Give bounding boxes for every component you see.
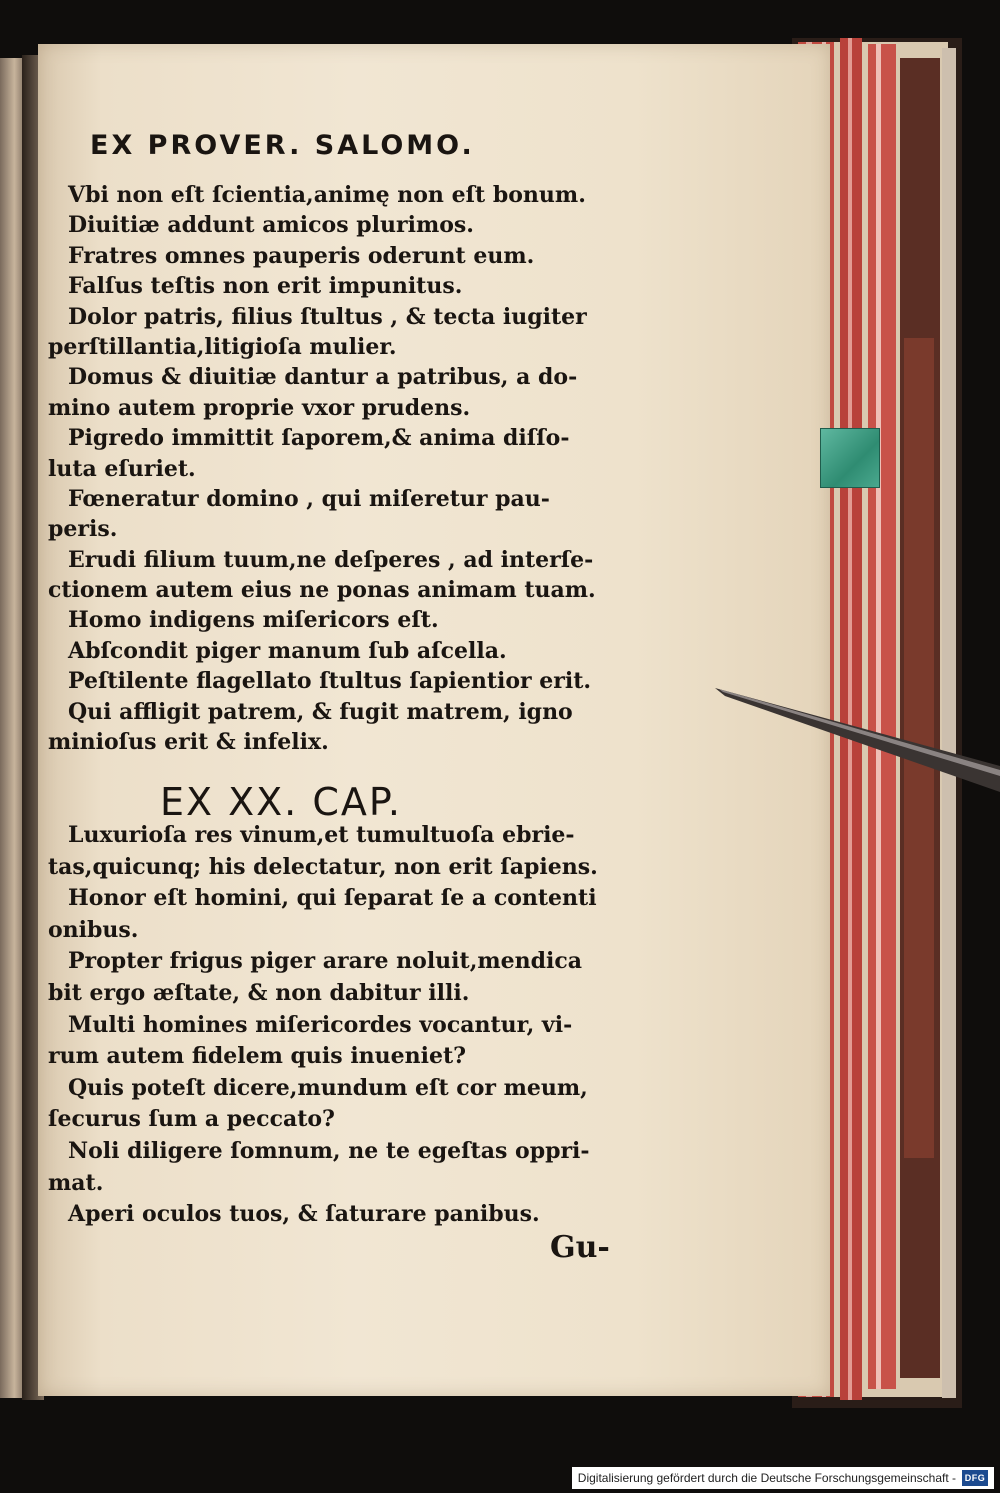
- bookmark-tab: [820, 428, 880, 488]
- text-line: minioſus erit & infelix.: [48, 729, 329, 756]
- digitization-credit: [572, 1467, 994, 1489]
- text-line: Peſtilente flagellato ſtultus ſapientior erit.: [68, 668, 592, 695]
- text-line: ſecurus ſum a peccato?: [48, 1106, 335, 1133]
- text-line: Propter frigus piger arare noluit,mendica: [68, 948, 583, 975]
- text-line: Fœneratur domino , qui miſeretur pau-: [68, 485, 550, 512]
- pointer-stick: [715, 680, 1000, 800]
- text-line: Vbi non eſt ſcientia,animę non eſt bonum.: [68, 182, 586, 208]
- text-line: onibus.: [48, 916, 139, 943]
- text-line: mat.: [48, 1169, 104, 1196]
- text-line: Dolor patris, filius ſtultus , & tecta iugiter: [68, 303, 587, 330]
- text-line: tas,quicunq; his delectatur, non erit ſapiens.: [48, 853, 598, 880]
- chapter-heading: EX XX. CAP.: [160, 780, 402, 824]
- text-line: Noli diligere ſomnum, ne te egeſtas oppri-: [68, 1137, 590, 1164]
- text-line: Abſcondit piger manum ſub aſcella.: [68, 637, 507, 664]
- text-line: Pigredo immittit ſaporem,& anima diſſo-: [68, 425, 570, 452]
- credit-text: Digitalisierung gefördert durch die Deutsche Forschungsgemeinschaft -: [577, 1471, 956, 1485]
- text-line: ctionem autem eius ne ponas animam tuam.: [48, 577, 596, 604]
- text-block-part1: [48, 180, 638, 757]
- text-line: Erudi filium tuum,ne deſperes , ad interſe-: [68, 546, 594, 573]
- catchword: Gu-: [550, 1230, 610, 1265]
- text-line: peris.: [48, 516, 118, 543]
- text-line: bit ergo æſtate, & non dabitur illi.: [48, 979, 470, 1006]
- dfg-logo: DFG: [962, 1470, 988, 1486]
- left-page-edge: [0, 58, 24, 1398]
- text-block-part2: [48, 820, 638, 1231]
- text-line: mino autem proprie vxor prudens.: [48, 394, 471, 421]
- text-line: Fratres omnes pauperis oderunt eum.: [68, 242, 535, 269]
- text-line: Qui affligit patrem, & fugit matrem, igno: [68, 698, 573, 725]
- text-line: Domus & diuitiæ dantur a patribus, a do-: [68, 364, 578, 391]
- text-line: Honor eſt homini, qui ſeparat ſe a contenti: [68, 885, 597, 912]
- running-head: EX PROVER. SALOMO.: [90, 130, 475, 161]
- text-line: rum autem fidelem quis inueniet?: [48, 1043, 467, 1070]
- text-line: Diuitiæ addunt amicos plurimos.: [68, 212, 474, 239]
- text-line: Falſus teſtis non erit impunitus.: [68, 273, 463, 300]
- text-line: Luxurioſa res vinum,et tumultuoſa ebrie-: [68, 822, 575, 848]
- text-line: Quis poteſt dicere,mundum eſt cor meum,: [68, 1074, 588, 1101]
- text-line: luta eſuriet.: [48, 455, 196, 482]
- text-line: Multi homines miſericordes vocantur, vi-: [68, 1011, 573, 1038]
- text-line: Homo indigens miſericors eſt.: [68, 607, 439, 634]
- text-line: perſtillantia,litigioſa mulier.: [48, 333, 397, 360]
- text-line: Aperi oculos tuos, & ſaturare panibus.: [68, 1201, 540, 1228]
